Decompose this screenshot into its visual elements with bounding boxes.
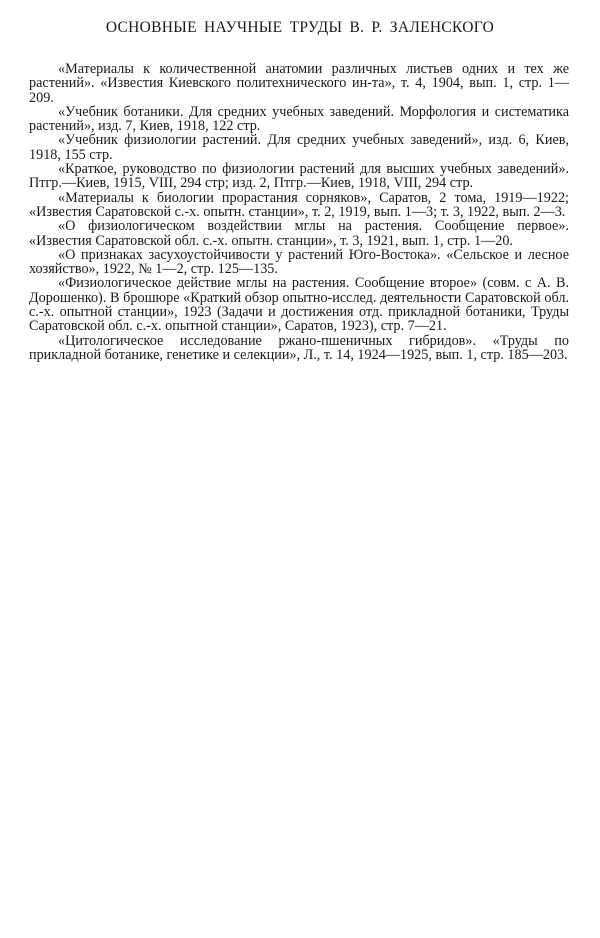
bibliography-entry: «Учебник ботаники. Для средних учебных заведений. Морфология и систематика растений», изд. 7, Киев, 1918, 122 стр. <box>29 103 569 135</box>
bibliography-entry: «Материалы к количественной анатомии различных листьев одних и тех же растений». «Известия Киевского политехнического ин-та», т. 4, 1904, вып. 1, стр. 1—209. <box>29 61 569 106</box>
page-title: ОСНОВНЫЕ НАУЧНЫЕ ТРУДЫ В. Р. ЗАЛЕНСКОГО <box>105 19 495 36</box>
bibliography-list <box>29 62 569 362</box>
bibliography-entry: «Физиологическое действие мглы на растения. Сообщение второе» (совм. с А. В. Дорошенко). В брошюре «Краткий обзор опытно-исслед. деятельности Саратовской обл. с.-х. опытной станции», 1923 (Задачи и достижения отд. прикладной ботаники, Труды Саратовской обл. с.-х. опытной станции», Саратов, 1923), стр. 7—21. <box>29 275 569 335</box>
bibliography-entry: «О признаках засухоустойчивости у растений Юго-Востока». «Сельское и лесное хозяйство», 1922, № 1—2, стр. 125—135. <box>29 246 569 278</box>
bibliography-entry: «Материалы к биологии прорастания сорняков», Саратов, 2 тома, 1919—1922; «Известия Саратовской с.-х. опытн. станции», т. 2, 1919, вып. 1—3; т. 3, 1922, вып. 2—3. <box>29 189 569 220</box>
bibliography-entry: «Цитологическое исследование ржано-пшеничных гибридов». «Труды по прикладной ботанике, генетике и селекции», Л., т. 14, 1924—1925, вып. 1, стр. 185—203. <box>29 332 569 363</box>
bibliography-entry: «Учебник физиологии растений. Для средних учебных заведений», изд. 6, Киев, 1918, 155 стр. <box>29 132 569 163</box>
bibliography-entry: «Краткое, руководство по физиологии растений для высших учебных заведений». Птгр.—Киев, 1915, VIII, 294 стр; изд. 2, Птгр.—Киев, 1918, VIII, 294 стр. <box>29 161 569 192</box>
bibliography-entry: «О физиологическом воздействии мглы на растения. Сообщение первое». «Известия Саратовской обл. с.-х. опытн. станции», т. 3, 1921, вып. 1, стр. 1—20. <box>29 218 569 249</box>
